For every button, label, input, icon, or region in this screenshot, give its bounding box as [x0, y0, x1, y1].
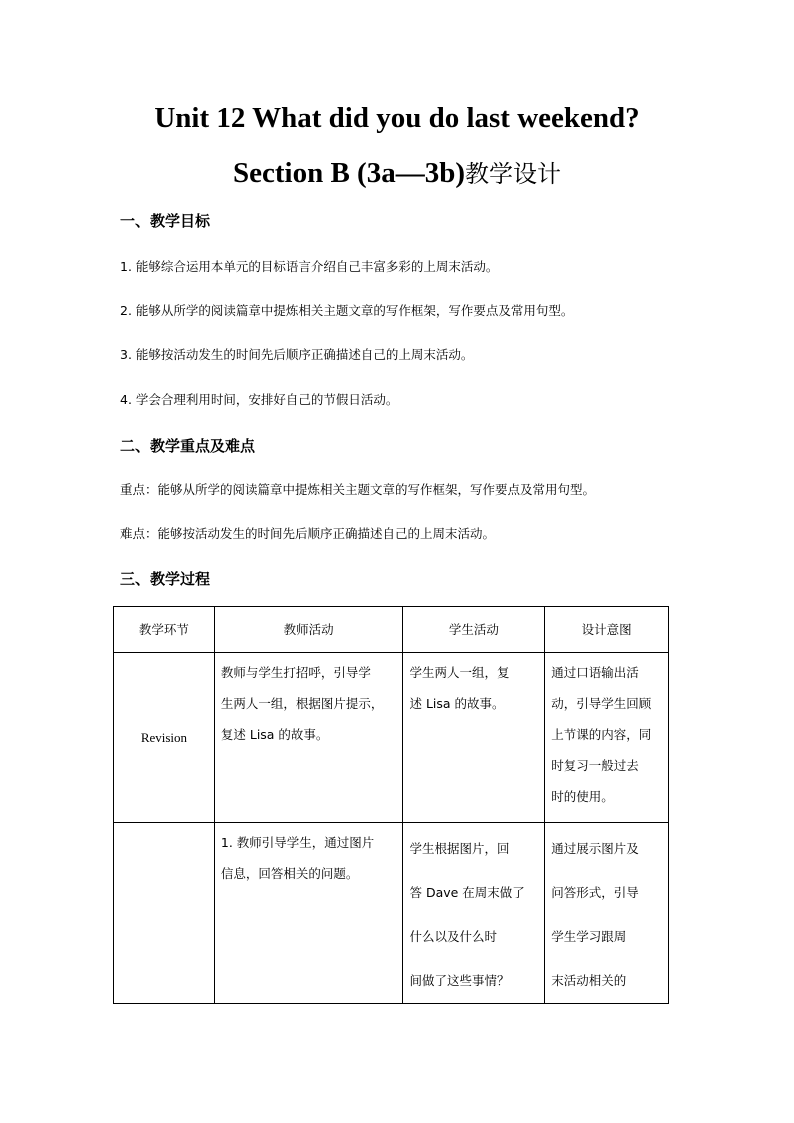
objective-item-2: 2. 能够从所学的阅读篇章中提炼相关主题文章的写作框架，写作要点及常用句型。 [120, 303, 574, 318]
document-subtitle [0, 153, 794, 194]
cell-line: 问答形式，引导 [551, 885, 639, 900]
document-title: Unit 12 What did you do last weekend? [154, 102, 640, 134]
objective-item-1: 1. 能够综合运用本单元的目标语言介绍自己丰富多彩的上周末活动。 [120, 259, 499, 274]
section-heading-objectives: 一、教学目标 [120, 212, 211, 230]
table-header-cell: 教学环节 [114, 607, 215, 653]
section-heading-process: 三、教学过程 [120, 570, 211, 588]
difficulty-text: 难点：能够按活动发生的时间先后顺序正确描述自己的上周末活动。 [120, 526, 496, 541]
cell-line: 末活动相关的 [551, 973, 627, 988]
cell-line: 学生学习跟周 [551, 929, 627, 944]
cell-line: 通过展示图片及 [551, 841, 639, 856]
section-heading-key-points: 二、教学重点及难点 [120, 437, 256, 455]
table-header-row [114, 607, 669, 653]
objective-item-4: 4. 学会合理利用时间，安排好自己的节假日活动。 [120, 392, 399, 407]
cell-line: 信息，回答相关的问题。 [220, 866, 359, 881]
cell-line: 上节课的内容，同 [551, 727, 652, 742]
table-header-cell: 学生活动 [403, 607, 545, 653]
student-activity-cell [403, 653, 545, 823]
teacher-activity-cell [214, 653, 403, 823]
table-row [114, 823, 669, 1004]
objective-item-3: 3. 能够按活动发生的时间先后顺序正确描述自己的上周末活动。 [120, 347, 474, 362]
student-activity-cell [403, 823, 545, 1004]
design-intent-cell [545, 823, 669, 1004]
cell-line: 1. 教师引导学生，通过图片 [220, 835, 375, 850]
cell-line: 答 Dave 在周末做了 [409, 885, 525, 900]
cell-line: 述 Lisa 的故事。 [409, 696, 505, 711]
table-row [114, 653, 669, 823]
cell-line: 复述 Lisa 的故事。 [220, 727, 329, 742]
cell-line: 动，引导学生回顾 [551, 696, 652, 711]
stage-cell: Revision [114, 653, 215, 823]
cell-line: 时的使用。 [551, 789, 614, 804]
subtitle-chinese: 教学设计 [465, 160, 561, 188]
teacher-activity-cell [214, 823, 403, 1004]
design-intent-cell [545, 653, 669, 823]
cell-line: 教师与学生打招呼，引导学 [220, 665, 371, 680]
teaching-process-table [113, 606, 669, 1004]
cell-line: 间做了这些事情？ [409, 973, 510, 988]
subtitle-english: Section B (3a—3b) [233, 157, 465, 189]
cell-line: 时复习一般过去 [551, 758, 639, 773]
cell-line: 通过口语输出活 [551, 665, 639, 680]
table-header-cell: 设计意图 [545, 607, 669, 653]
stage-cell [114, 823, 215, 1004]
cell-line: 学生根据图片，回 [409, 841, 510, 856]
cell-line: 生两人一组，根据图片提示， [220, 696, 384, 711]
cell-line: 什么以及什么时 [409, 929, 497, 944]
key-point-text: 重点：能够从所学的阅读篇章中提炼相关主题文章的写作框架，写作要点及常用句型。 [120, 482, 596, 497]
cell-line: 学生两人一组，复 [409, 665, 510, 680]
table-header-cell: 教师活动 [214, 607, 403, 653]
